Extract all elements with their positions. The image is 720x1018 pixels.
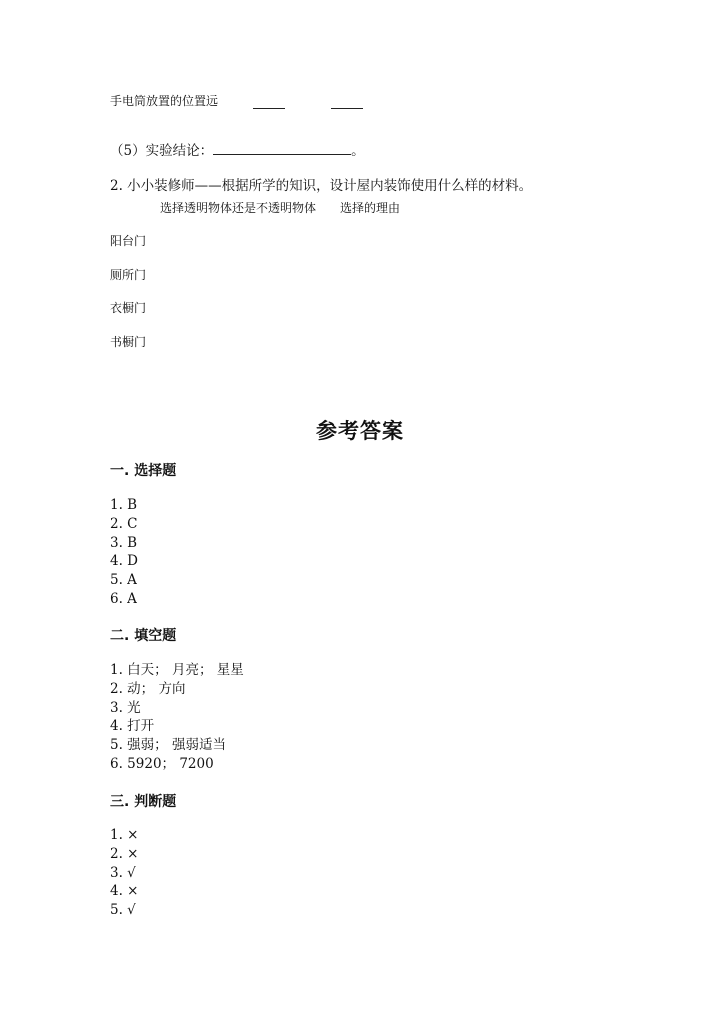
- section-heading-true-false: 三. 判断题: [110, 794, 177, 810]
- row-balcony-door: 阳台门: [110, 234, 147, 248]
- flashlight-distance-line: [110, 92, 218, 109]
- row-wardrobe-door: 衣橱门: [110, 301, 147, 315]
- answer-item: 2. ×: [110, 845, 139, 862]
- section-heading-multiple-choice: 一. 选择题: [110, 463, 177, 479]
- conclusion-blank: [213, 140, 351, 155]
- row-bookcase-door: 书橱门: [110, 335, 147, 349]
- row-toilet-door: 厕所门: [110, 268, 147, 282]
- section-heading-fill-in: 二. 填空题: [110, 628, 177, 644]
- answer-item: 5. √: [110, 902, 136, 919]
- true-false-answers: [110, 826, 138, 920]
- answer-item: 5. 强弱； 强弱适当: [110, 737, 226, 754]
- multiple-choice-answers: [110, 496, 138, 609]
- conclusion-end: 。: [351, 143, 365, 159]
- answer-item: 4. D: [110, 553, 138, 570]
- answer-item: 1. 白天； 月亮； 星星: [110, 662, 244, 678]
- answer-item: 6. 5920； 7200: [110, 755, 214, 772]
- fill-in-answers: [110, 661, 244, 774]
- column-header-material: 选择透明物体还是不透明物体: [160, 201, 317, 215]
- answer-blank-2: [331, 94, 363, 109]
- answer-item: 3. 光: [110, 699, 141, 716]
- answer-item: 6. A: [110, 590, 137, 607]
- flashlight-distance-text: 手电筒放置的位置远: [110, 94, 219, 108]
- answer-blank-1: [253, 94, 285, 109]
- answer-item: 4. 打开: [110, 718, 155, 735]
- answer-item: 4. ×: [110, 883, 139, 900]
- answer-item: 2. C: [110, 515, 138, 532]
- answer-key-title: 参考答案: [316, 418, 404, 443]
- column-header-reason: 选择的理由: [340, 201, 401, 215]
- conclusion-line: [110, 139, 365, 159]
- question-2-prompt: 2. 小小装修师——根据所学的知识，设计屋内装饰使用什么样的材料。: [110, 178, 533, 194]
- answer-item: 3. B: [110, 534, 138, 551]
- conclusion-label: （5）实验结论：: [110, 143, 214, 159]
- answer-item: 5. A: [110, 572, 137, 589]
- answer-item: 1. ×: [110, 827, 139, 843]
- answer-item: 2. 动； 方向: [110, 680, 186, 697]
- answer-item: 1. B: [110, 497, 138, 513]
- answer-item: 3. √: [110, 864, 136, 881]
